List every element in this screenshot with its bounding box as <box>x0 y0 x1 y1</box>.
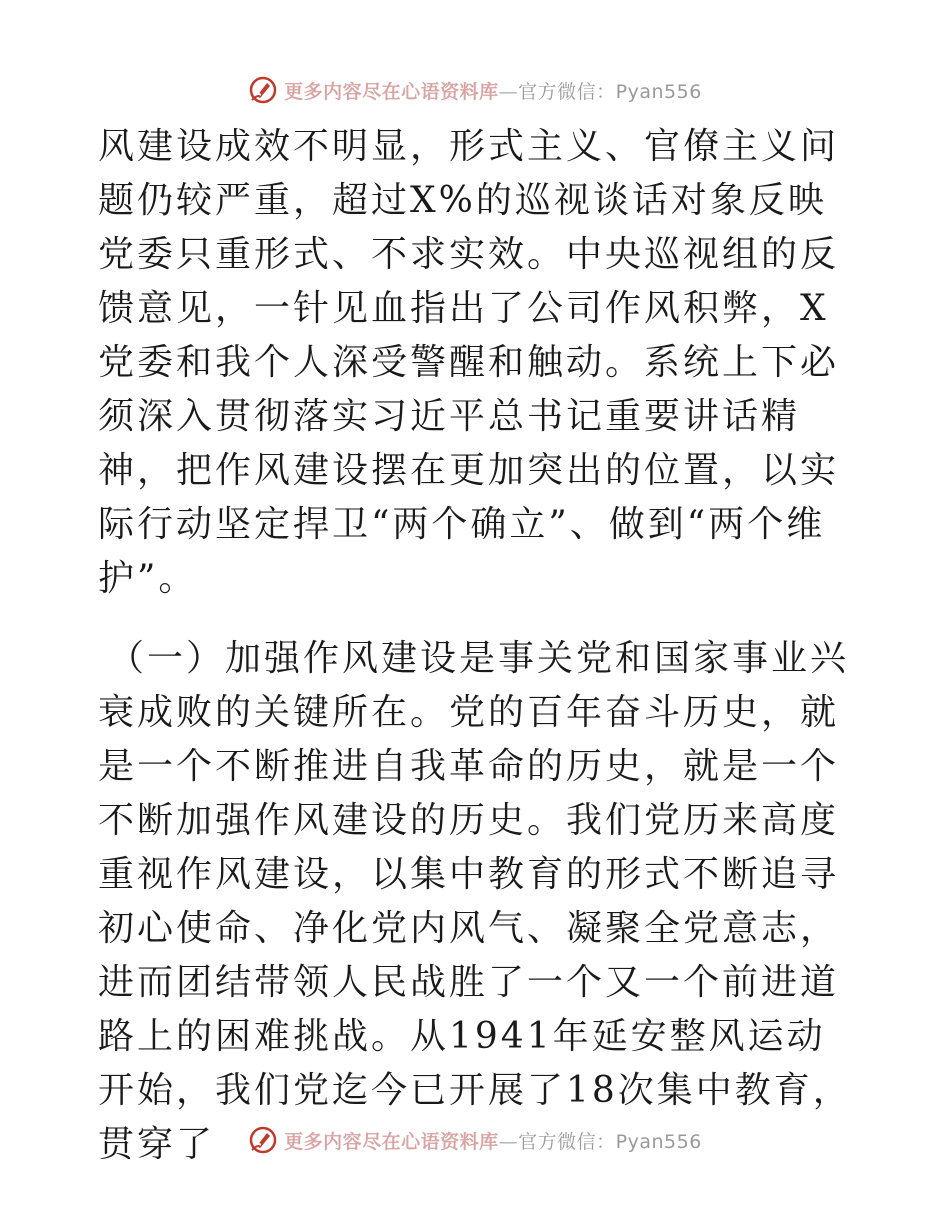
banner-contact-text: 官方微信：Pyan556 <box>518 80 702 103</box>
banner-contact-text: 官方微信：Pyan556 <box>518 1130 702 1153</box>
banner-main-text: 更多内容尽在心语资料库 <box>284 1130 499 1153</box>
banner-separator: — <box>498 80 519 103</box>
body-paragraph-2: （一）加强作风建设是事关党和国家事业兴衰成败的关键所在。党的百年奋斗历史，就是一个不断推进自我革命的历史，就是一个不断加强作风建设的历史。我们党历来高度重视作风建设，以集中教育的形式不断追寻初心使命、净化党内风气、凝聚全党意志，进而团结带领人民战胜了一个又一个前进道路上的困难挑战。从1941年延安整风运动开始，我们党迄今已开展了18次集中教育，贯穿了 <box>98 638 852 1165</box>
pen-nib-logo-icon <box>248 75 278 105</box>
header-banner <box>0 70 950 110</box>
banner-separator: — <box>498 1130 519 1153</box>
body-paragraph-1: 风建设成效不明显，形式主义、官僚主义问题仍较严重，超过X%的巡视谈话对象反映党委只重形式、不求实效。中央巡视组的反馈意见，一针见血指出了公司作风积弊，X党委和我个人深受警醒和触动。系统上下必须深入贯彻落实习近平总书记重要讲话精神，把作风建设摆在更加突出的位置，以实际行动坚定捍卫“两个确立”、做到“两个维护”。 <box>98 126 840 599</box>
pen-nib-logo-icon <box>248 1125 278 1155</box>
footer-banner <box>0 1120 950 1160</box>
banner-main-text: 更多内容尽在心语资料库 <box>284 80 499 103</box>
document-body <box>98 120 858 1172</box>
